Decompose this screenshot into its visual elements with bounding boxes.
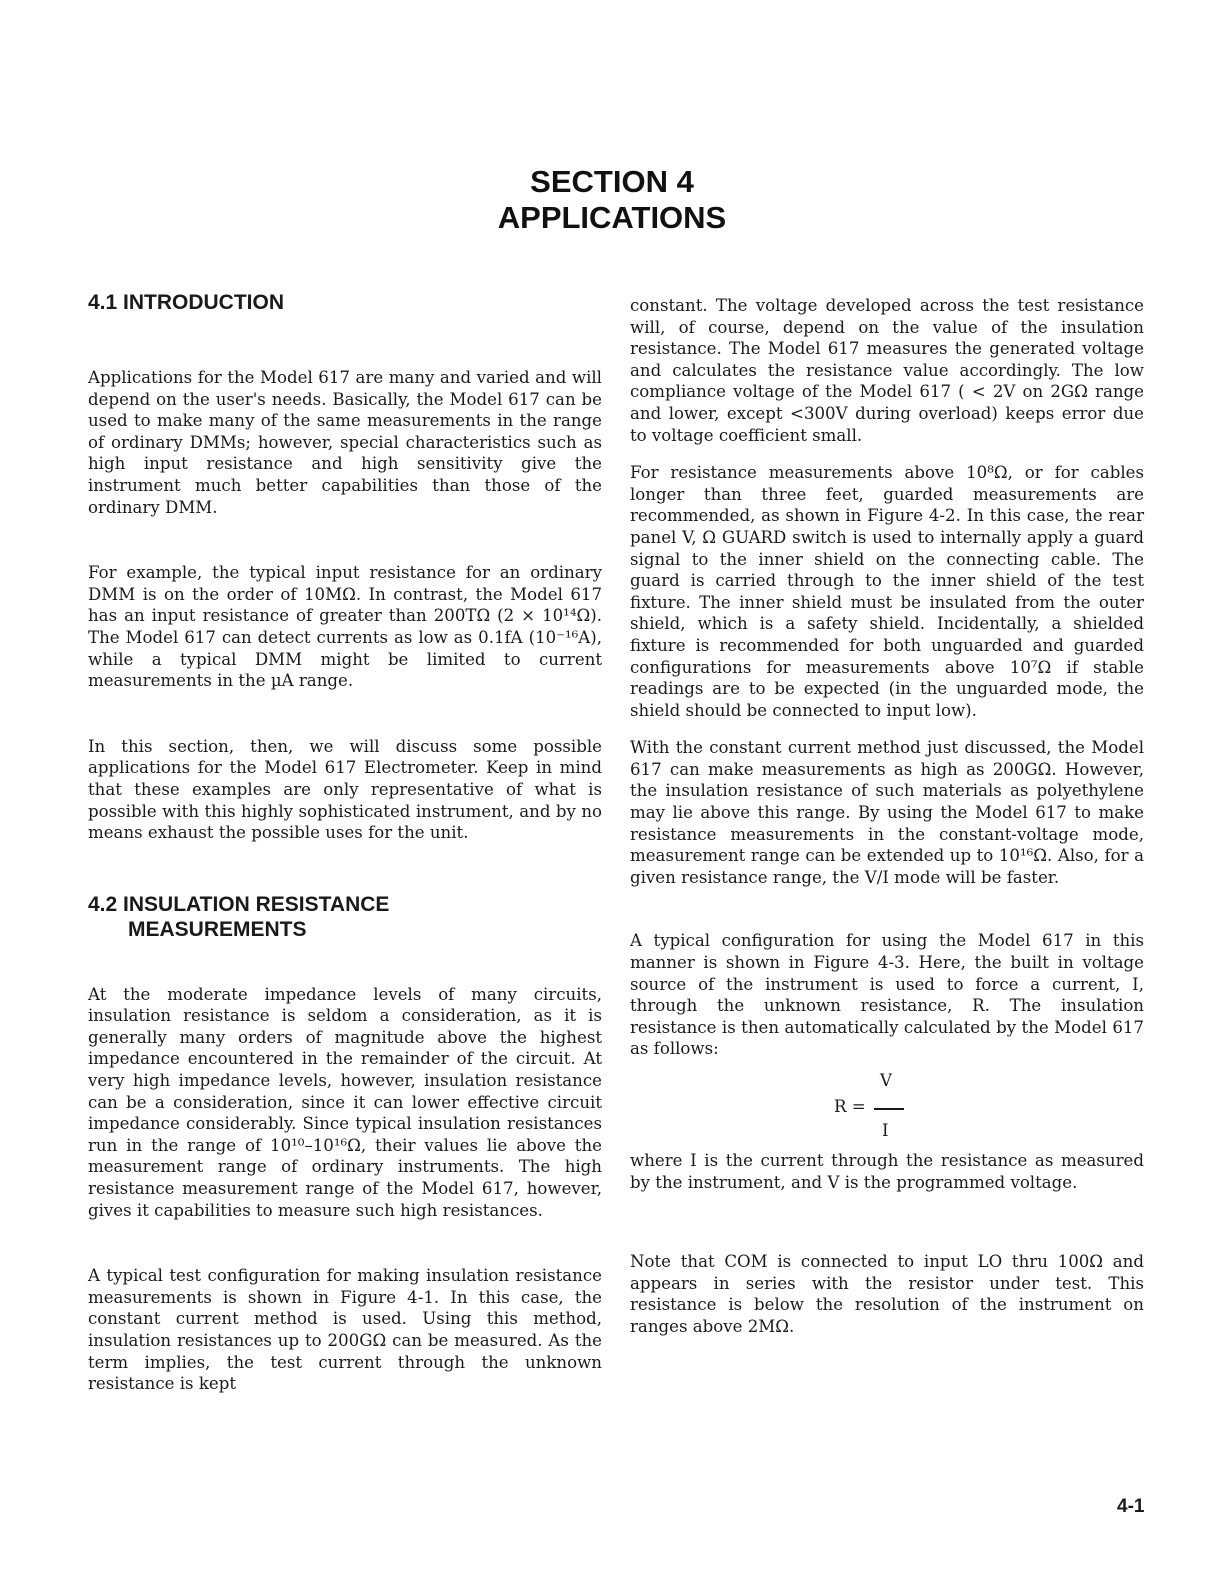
paragraph-right-2: For resistance measurements above 10⁸Ω, or for cables longer than three feet, guarded measurements are recommended, as shown in Figure 4-2. In this case, the rear panel V, Ω GUARD switch is used to internally apply a guard signal to the inner shield on the connecting cable. The guard is carried through to the inner shield of the test fixture. The inner shield must be insulated from the outer shield, which is a safety shield. Incidentally, a shielded fixture is recommended for both unguarded and guarded configurations for measurements above 10⁷Ω if stable readings are to be expected (in the unguarded mode, the shield should be connected to input low).: [630, 463, 1144, 720]
formula-lhs: R =: [834, 1097, 866, 1116]
fraction-bar: [874, 1108, 904, 1110]
page-number: 4-1: [1117, 1496, 1145, 1517]
heading-line-1: 4.2 INSULATION RESISTANCE: [88, 892, 390, 916]
formula-denominator: I: [882, 1121, 889, 1140]
paragraph-right-5: where I is the current through the resistance as measured by the instrument, and V is the programmed voltage.: [630, 1151, 1144, 1192]
paragraph-right-4: A typical configuration for using the Model 617 in this manner is shown in Figure 4-3. Here, the built in voltage source of the instrument is used to force a current, I, through the unknown resistance, R. The insulation resistance is then automatically calculated by the Model 617 as follows:: [630, 931, 1144, 1059]
section-title: APPLICATIONS: [497, 200, 727, 235]
paragraph-right-6: Note that COM is connected to input LO thru 100Ω and appears in series with the resistor under test. This resistance is below the resolution of the instrument on ranges above 2MΩ.: [630, 1252, 1144, 1336]
heading-insulation-resistance: [88, 892, 602, 942]
paragraph-intro-2: For example, the typical input resistance for an ordinary DMM is on the order of 10MΩ. In contrast, the Model 617 has an input resistance of greater than 200TΩ (2 × 10¹⁴Ω). The Model 617 can detect currents as low as 0.1fA (10⁻¹⁶A), while a typical DMM might be limited to current measurements in the µA range.: [88, 563, 602, 691]
paragraph-intro-3: In this section, then, we will discuss some possible applications for the Model 617 Electrometer. Keep in mind that these examples are only representative of what is possible with this highly sophisticated instrument, and by no means exhaust the possible uses for the unit.: [88, 736, 602, 843]
paragraph-right-1: constant. The voltage developed across the test resistance will, of course, depend on the value of the insulation resistance. The Model 617 measures the generated voltage and calculates the resistance value accordingly. The low compliance voltage of the Model 617 ( < 2V on 2GΩ range and lower, except <300V during overload) keeps error due to voltage coefficient small.: [630, 296, 1144, 445]
heading-line-2: MEASUREMENTS: [128, 917, 307, 941]
right-column: [630, 295, 1144, 1338]
resistance-formula: [630, 1070, 1144, 1150]
paragraph-insulation-2: A typical test configuration for making insulation resistance measurements is shown in Figure 4-1. In this case, the constant current method is used. Using this method, insulation resistances up to 200GΩ can be measured. As the term implies, the test current through the unknown resistance is kept: [88, 1266, 602, 1394]
paragraph-right-3: With the constant current method just discussed, the Model 617 can make measurements as high as 200GΩ. However, the insulation resistance of such materials as polyethylene may lie above this range. By using the Model 617 to make resistance measurements in the constant-voltage mode, measurement range can be extended up to 10¹⁶Ω. Also, for a given resistance range, the V/I mode will be faster.: [630, 738, 1144, 887]
heading-introduction: 4.1 INTRODUCTION: [88, 291, 285, 314]
page-title: [0, 164, 1224, 236]
left-column: [88, 290, 602, 1395]
formula-numerator: V: [880, 1071, 892, 1090]
section-number: SECTION 4: [530, 164, 694, 199]
paragraph-insulation-1: At the moderate impedance levels of many circuits, insulation resistance is seldom a consideration, as it is generally many orders of magnitude above the highest impedance encountered in the remainder of the circuit. At very high impedance levels, however, insulation resistance can be a consideration, since it can lower effective circuit impedance considerably. Since typical insulation resistances run in the range of 10¹⁰–10¹⁶Ω, their values lie above the measurement range of ordinary instruments. The high resistance measurement range of the Model 617, however, gives it capabilities to measure such high resistances.: [88, 984, 602, 1220]
paragraph-intro-1: Applications for the Model 617 are many and varied and will depend on the user's needs. Basically, the Model 617 can be used to make many of the same measurements in the range of ordinary DMMs; however, special characteristics such as high input resistance and high sensitivity give the instrument much better capabilities than those of the ordinary DMM.: [88, 368, 602, 517]
